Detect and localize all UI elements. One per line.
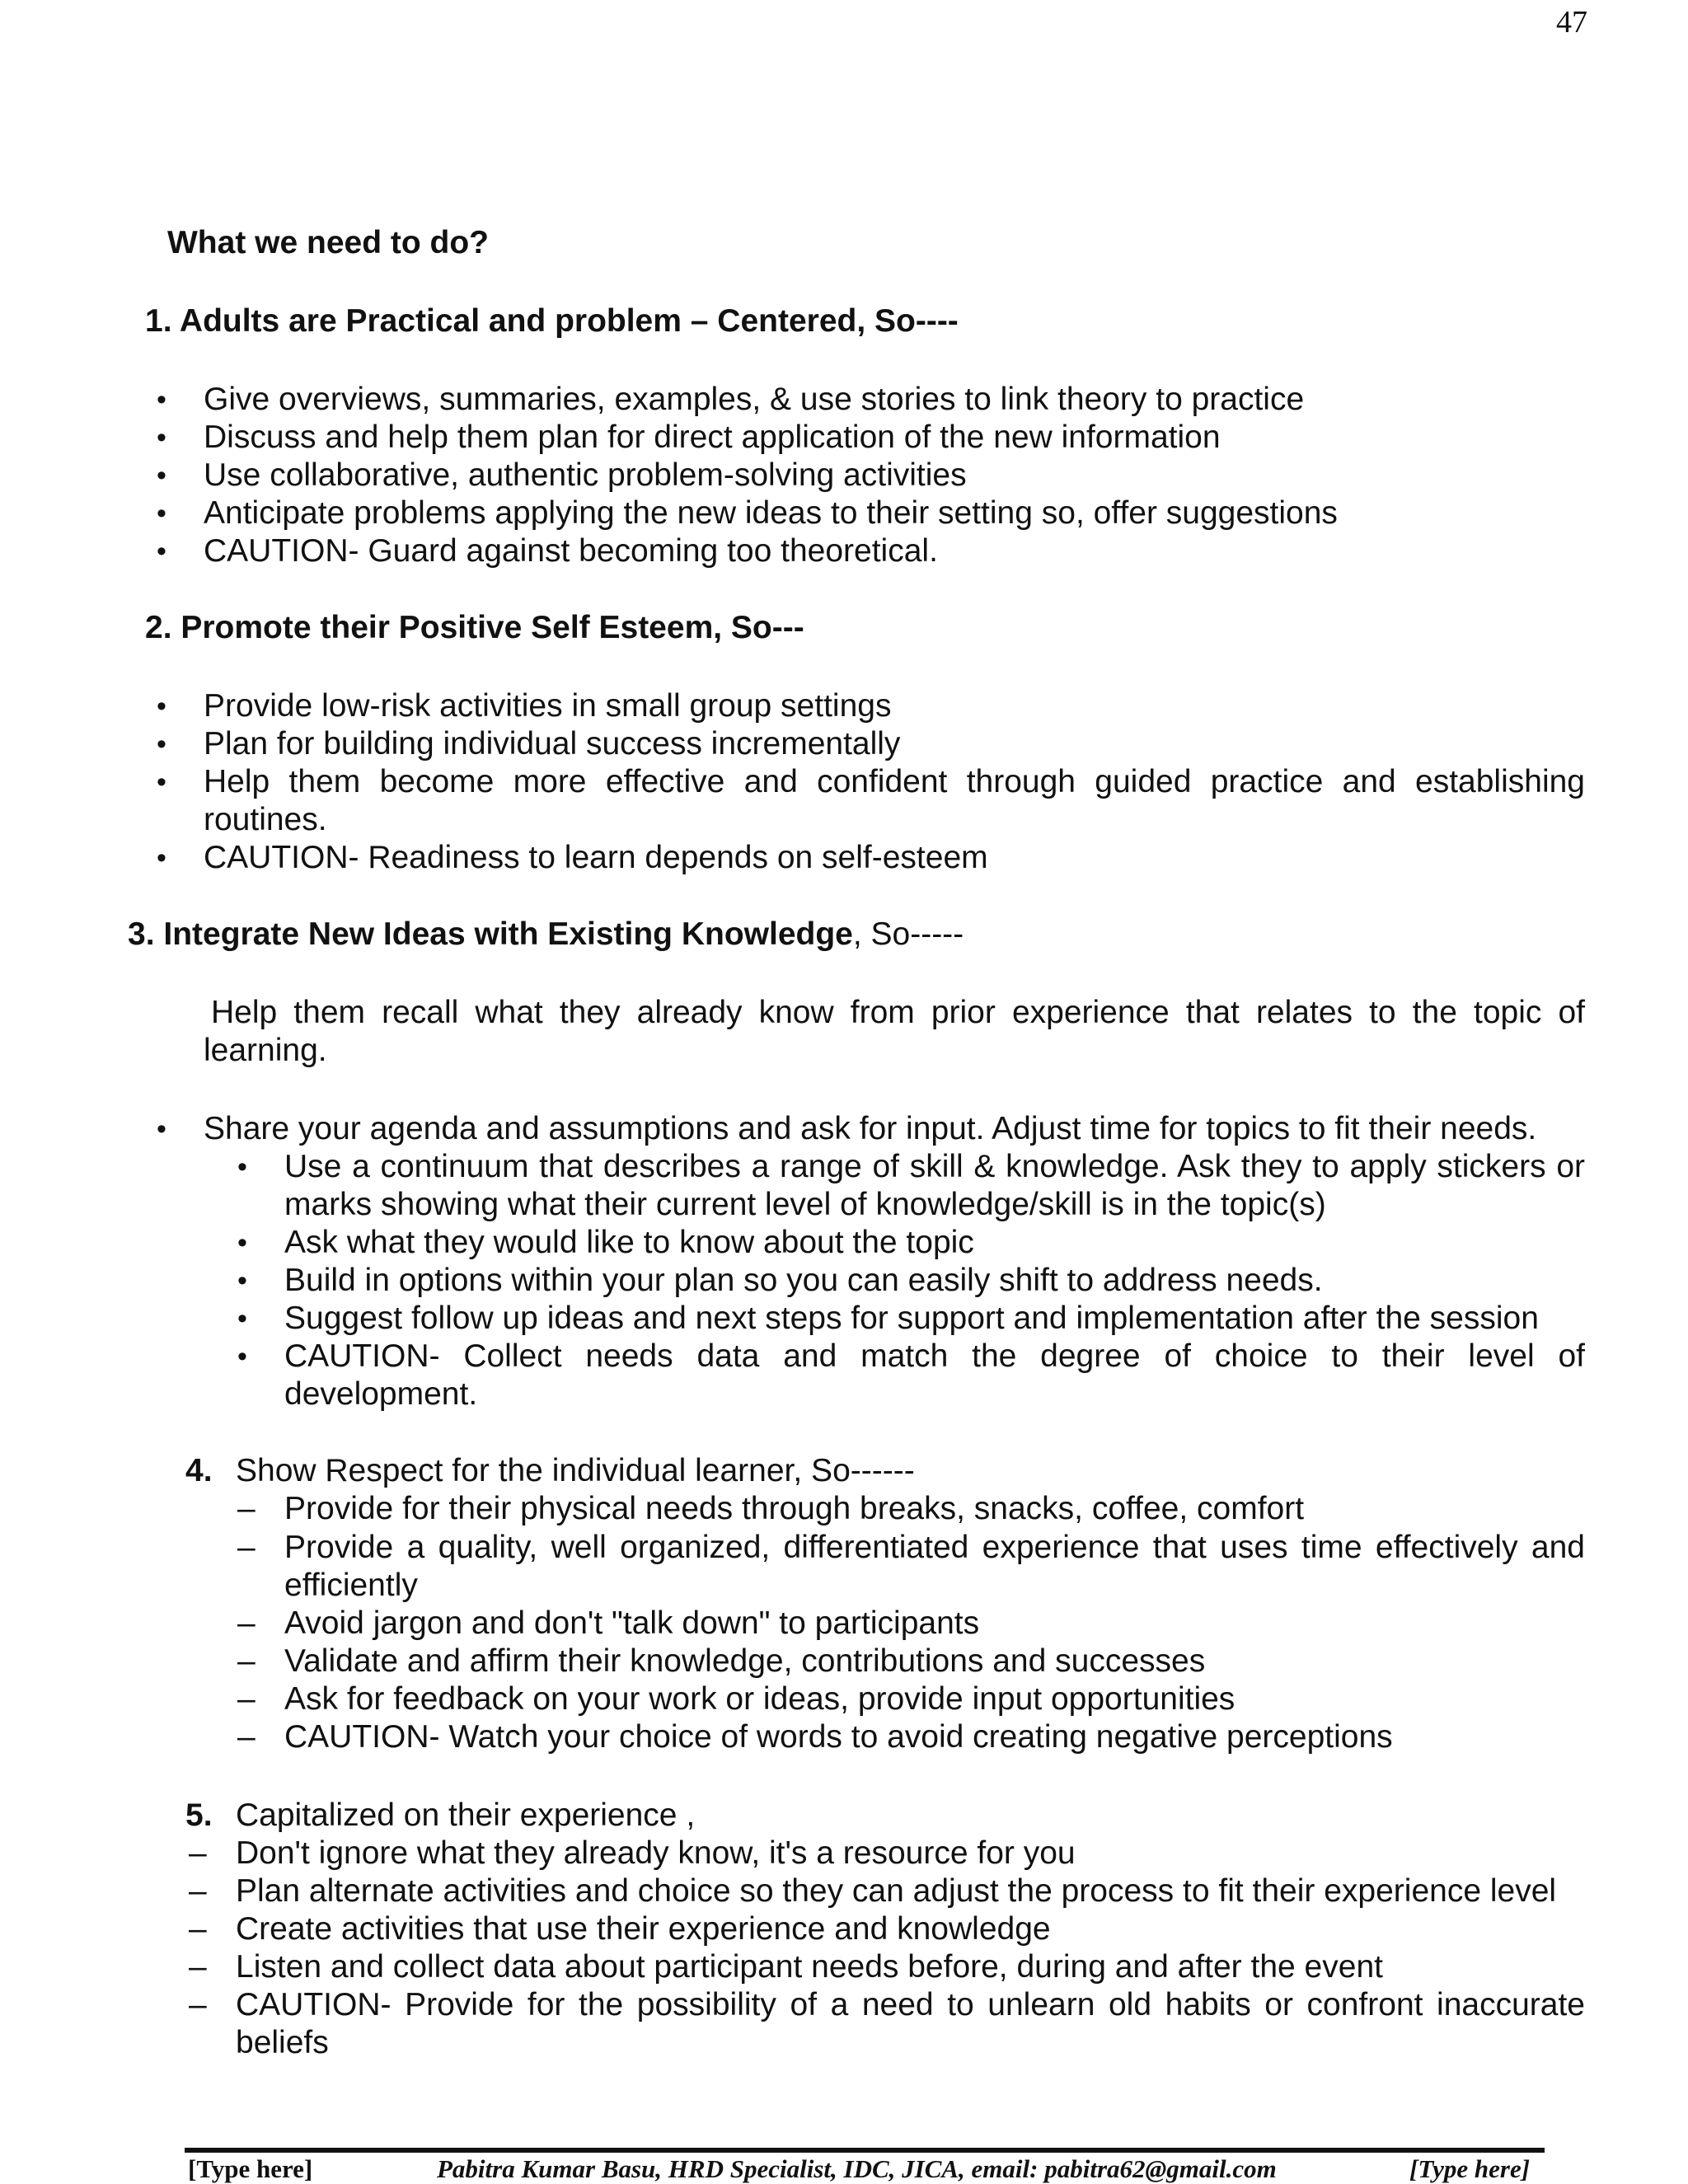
list-item: • CAUTION- Guard against becoming too theoretical. bbox=[204, 532, 938, 570]
list-item: • Anticipate problems applying the new ideas to their setting so, offer suggestions bbox=[204, 494, 1338, 532]
list-item: • Provide low-risk activities in small group settings bbox=[204, 687, 891, 725]
list-item: • Share your agenda and assumptions and ask for input. Adjust time for topics to fit their needs. bbox=[204, 1110, 1536, 1148]
sub-list-item: • Use a continuum that describes a range of skill & knowledge. Ask they to apply stickers or bbox=[284, 1148, 1585, 1186]
sub-list-item-continuation: development. bbox=[284, 1376, 478, 1412]
section-4-number: 4. bbox=[185, 1453, 213, 1488]
section-3-paragraph-continuation: learning. bbox=[204, 1033, 327, 1068]
footer-left: [Type here] bbox=[188, 2154, 313, 2183]
dash-list-item: – Avoid jargon and don't "talk down" to participants bbox=[284, 1605, 979, 1643]
section-5-title: Capitalized on their experience , bbox=[236, 1797, 696, 1833]
section-5-number: 5. bbox=[185, 1797, 213, 1833]
dash-list-item: – Ask for feedback on your work or ideas, provide input opportunities bbox=[284, 1680, 1235, 1718]
footer-rule bbox=[185, 2148, 1545, 2153]
section-3-paragraph: Help them recall what they already know from prior experience that relates to the topic of bbox=[211, 995, 1585, 1030]
dash-list-item-continuation: beliefs bbox=[236, 2025, 329, 2060]
list-item-continuation: routines. bbox=[204, 802, 327, 837]
sub-list-item: • CAUTION- Collect needs data and match the degree of choice to their level of bbox=[284, 1338, 1585, 1376]
dash-list-item: – CAUTION- Watch your choice of words to avoid creating negative perceptions bbox=[284, 1718, 1393, 1756]
sub-list-item: • Build in options within your plan so you can easily shift to address needs. bbox=[284, 1262, 1323, 1300]
section-1-title: 1. Adults are Practical and problem – Centered, So---- bbox=[145, 303, 959, 339]
section-4-title: Show Respect for the individual learner, So------ bbox=[236, 1453, 915, 1488]
dash-list-item: – CAUTION- Provide for the possibility of a need to unlearn old habits or confront inaccurate bbox=[236, 1986, 1585, 2024]
section-3-title bbox=[128, 916, 964, 954]
section-3-title-suffix: , So----- bbox=[852, 916, 964, 952]
list-item: • CAUTION- Readiness to learn depends on self-esteem bbox=[204, 839, 988, 877]
dash-list-item: – Don't ignore what they already know, it's a resource for you bbox=[236, 1835, 1076, 1872]
dash-list-item: – Listen and collect data about participant needs before, during and after the event bbox=[236, 1948, 1383, 1986]
dash-list-item: – Plan alternate activities and choice so they can adjust the process to fit their experience level bbox=[236, 1872, 1556, 1910]
list-item: • Use collaborative, authentic problem-solving activities bbox=[204, 457, 967, 494]
sub-list-item: • Suggest follow up ideas and next steps for support and implementation after the session bbox=[284, 1300, 1539, 1338]
sub-list-item-continuation: marks showing what their current level of knowledge/skill is in the topic(s) bbox=[284, 1187, 1326, 1222]
page-heading: What we need to do? bbox=[167, 225, 489, 260]
list-item: • Plan for building individual success incrementally bbox=[204, 725, 900, 763]
footer-right: [Type here] bbox=[1409, 2154, 1531, 2183]
list-item: • Help them become more effective and confident through guided practice and establishing bbox=[204, 763, 1585, 801]
sub-list-item: • Ask what they would like to know about the topic bbox=[284, 1224, 974, 1262]
list-item: • Give overviews, summaries, examples, & use stories to link theory to practice bbox=[204, 381, 1304, 419]
dash-list-item: – Provide a quality, well organized, differentiated experience that uses time effectively and bbox=[284, 1529, 1585, 1567]
dash-list-item: – Validate and affirm their knowledge, contributions and successes bbox=[284, 1643, 1205, 1680]
dash-list-item: – Provide for their physical needs through breaks, snacks, coffee, comfort bbox=[284, 1490, 1304, 1528]
page-number: 47 bbox=[1556, 5, 1587, 40]
section-2-title: 2. Promote their Positive Self Esteem, So--- bbox=[145, 610, 804, 645]
list-item: • Discuss and help them plan for direct application of the new information bbox=[204, 419, 1221, 457]
section-3-title-bold: 3. Integrate New Ideas with Existing Knowledge bbox=[128, 916, 853, 952]
dash-list-item-continuation: efficiently bbox=[284, 1568, 418, 1603]
dash-list-item: – Create activities that use their experience and knowledge bbox=[236, 1910, 1051, 1948]
footer-center: Pabitra Kumar Basu, HRD Specialist, IDC, JICA, email: pabitra62@gmail.com bbox=[437, 2154, 1277, 2183]
